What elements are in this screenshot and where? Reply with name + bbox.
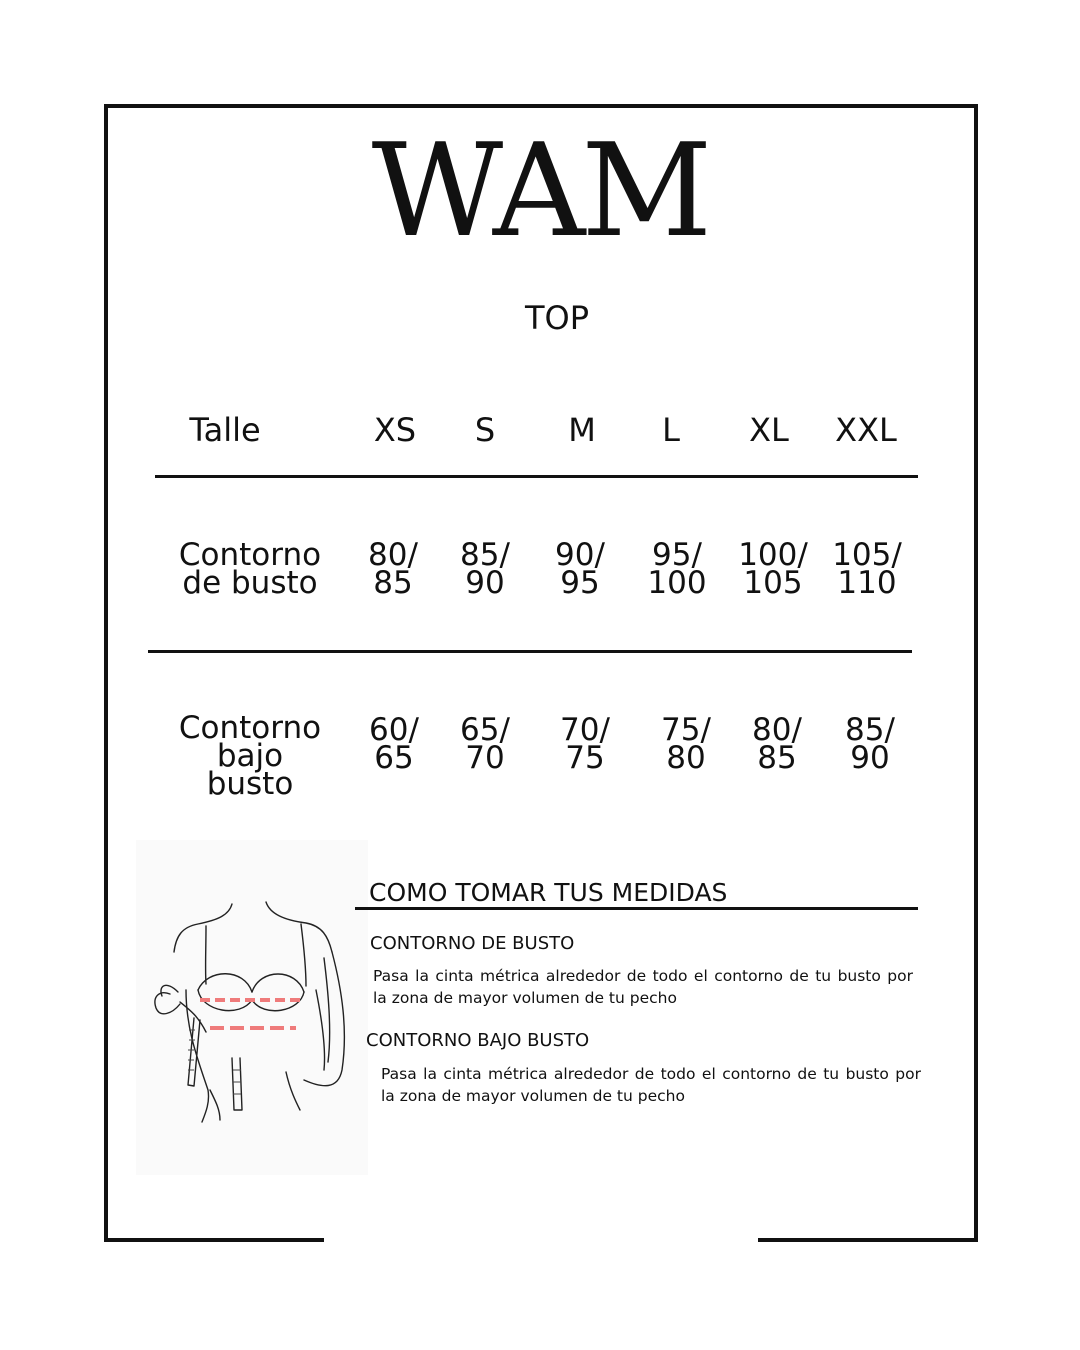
row-label-contorno-bajo-busto: Contorno bajo busto xyxy=(178,710,322,802)
section-text-contorno-busto: Pasa la cinta métrica alrededor de todo el contorno de tu busto por la zona de mayor volumen de tu pecho xyxy=(373,967,913,1007)
frame-top xyxy=(104,104,978,108)
page-subtitle: TOP xyxy=(524,299,590,337)
header-cell-s: S xyxy=(474,411,496,449)
frame-bottom-right xyxy=(758,1238,978,1242)
table-cell: 80/ 85 xyxy=(368,537,418,601)
row-label-contorno-busto: Contorno de busto xyxy=(178,537,322,601)
header-cell-xxl: XXL xyxy=(835,411,897,449)
table-cell: 65/ 70 xyxy=(460,712,510,776)
header-cell-talle: Talle xyxy=(189,411,261,449)
table-cell: 90/ 95 xyxy=(555,537,605,601)
table-divider xyxy=(148,650,912,653)
section-title-contorno-bajo-busto: CONTORNO BAJO BUSTO xyxy=(366,1030,590,1051)
table-cell: 105/ 110 xyxy=(832,537,902,601)
section-title-contorno-busto: CONTORNO DE BUSTO xyxy=(370,933,575,954)
table-cell: 85/ 90 xyxy=(845,712,895,776)
frame-bottom-left xyxy=(104,1238,324,1242)
table-cell: 60/ 65 xyxy=(369,712,419,776)
measuring-tape-bust-icon xyxy=(136,840,368,1175)
table-cell: 85/ 90 xyxy=(460,537,510,601)
frame-right xyxy=(974,104,978,1242)
table-cell: 75/ 80 xyxy=(661,712,711,776)
table-cell: 80/ 85 xyxy=(752,712,802,776)
header-cell-xl: XL xyxy=(749,411,789,449)
table-cell: 95/ 100 xyxy=(647,537,707,601)
howto-title: COMO TOMAR TUS MEDIDAS xyxy=(369,878,728,907)
frame-left xyxy=(104,104,108,1240)
header-cell-m: M xyxy=(568,411,596,449)
section-text-contorno-bajo-busto: Pasa la cinta métrica alrededor de todo el contorno de tu busto por la zona de mayor volumen de tu pecho xyxy=(381,1065,921,1105)
header-cell-l: L xyxy=(662,411,680,449)
howto-divider xyxy=(355,907,918,910)
brand-logo: WAM xyxy=(371,117,709,266)
table-cell: 70/ 75 xyxy=(560,712,610,776)
table-cell: 100/ 105 xyxy=(738,537,808,601)
table-divider xyxy=(155,475,918,478)
header-cell-xs: XS xyxy=(373,411,417,449)
